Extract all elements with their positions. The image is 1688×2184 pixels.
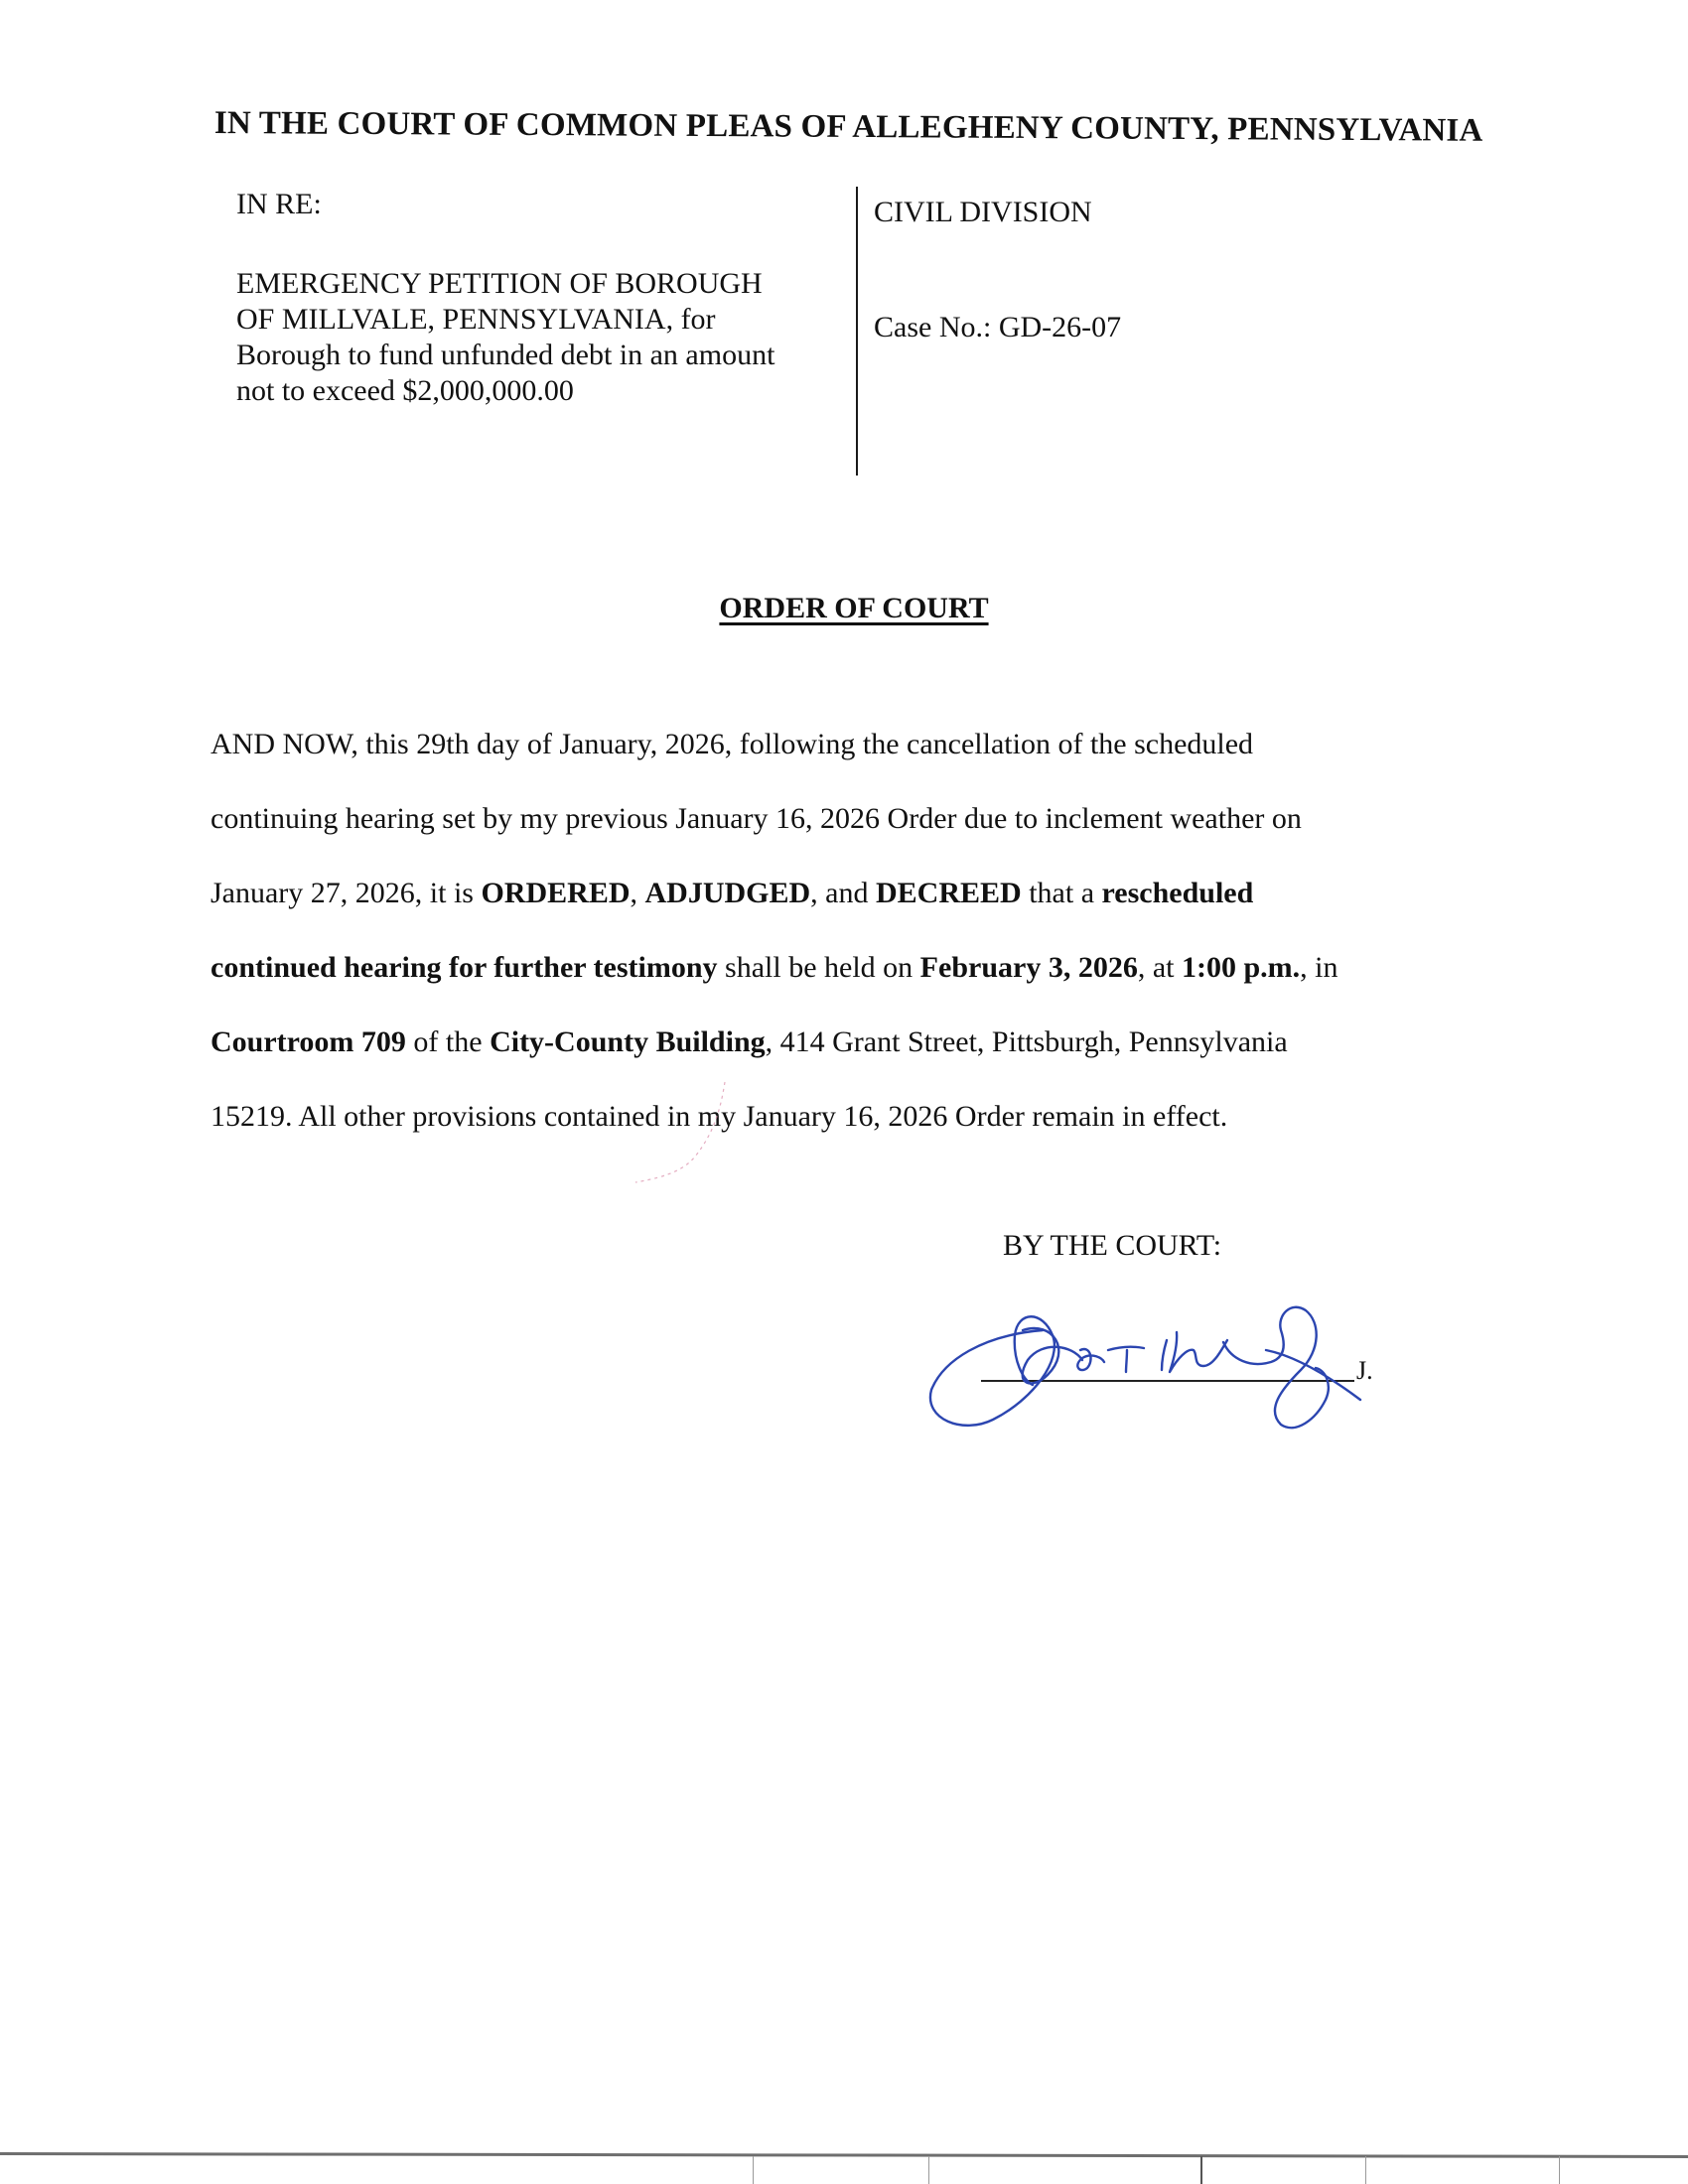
ordered-term: ORDERED [481,877,631,909]
case-number [874,310,1121,345]
judge-signature-icon [923,1291,1519,1439]
court-heading: IN THE COURT OF COMMON PLEAS OF ALLEGHENY COUNTY, PENNSYLVANIA [213,105,1483,149]
scan-artifact-line [753,2156,754,2184]
hearing-time: 1:00 p.m. [1181,951,1301,984]
hearing-date: February 3, 2026 [919,951,1138,984]
order-line: continuing hearing set by my previous January 16, 2026 Order due to inclement weather on [211,802,1302,835]
courtroom: Courtroom 709 [211,1025,406,1058]
building-name: City-County Building [490,1025,766,1058]
order-line: January 27, 2026, it is ORDERED, ADJUDGED, and DECREED that a rescheduled [211,877,1254,909]
division-label: CIVIL DIVISION [874,196,1092,228]
caption-divider [856,187,858,476]
by-the-court-label: BY THE COURT: [1003,1229,1222,1262]
order-body [211,707,1491,1154]
caption-matter [236,187,842,409]
judge-suffix: J. [1356,1356,1373,1385]
decreed-term: DECREED [876,877,1022,909]
scan-bottom-border [0,2152,1688,2158]
in-re-label: IN RE: [236,188,322,220]
scan-artifact-line [1365,2156,1366,2184]
order-title: ORDER OF COURT [719,592,989,624]
order-line: 15219. All other provisions contained in my January 16, 2026 Order remain in effect. [211,1100,1228,1133]
scan-artifact-line [928,2156,929,2184]
hearing-description: continued hearing for further testimony [211,951,718,984]
scan-artifact-line [1200,2156,1202,2184]
order-line: continued hearing for further testimony shall be held on February 3, 2026, at 1:00 p.m., in [211,951,1338,984]
order-line: AND NOW, this 29th day of January, 2026, following the cancellation of the scheduled [211,728,1254,760]
case-number-label: Case No.: [874,311,992,343]
adjudged-term: ADJUDGED [644,877,811,909]
matter-line: EMERGENCY PETITION OF BOROUGH [236,267,763,300]
matter-line: Borough to fund unfunded debt in an amount [236,339,775,371]
scan-artifact-line [1559,2156,1560,2184]
matter-line: not to exceed $2,000,000.00 [236,374,574,407]
stray-ink-mark-icon [616,1077,735,1186]
rescheduled-term: rescheduled [1101,877,1254,909]
case-number-value: GD-26-07 [998,311,1122,343]
matter-line: OF MILLVALE, PENNSYLVANIA, for [236,303,716,336]
order-line: Courtroom 709 of the City-County Building, 414 Grant Street, Pittsburgh, Pennsylvania [211,1025,1288,1058]
caption-case-info [874,195,1121,345]
